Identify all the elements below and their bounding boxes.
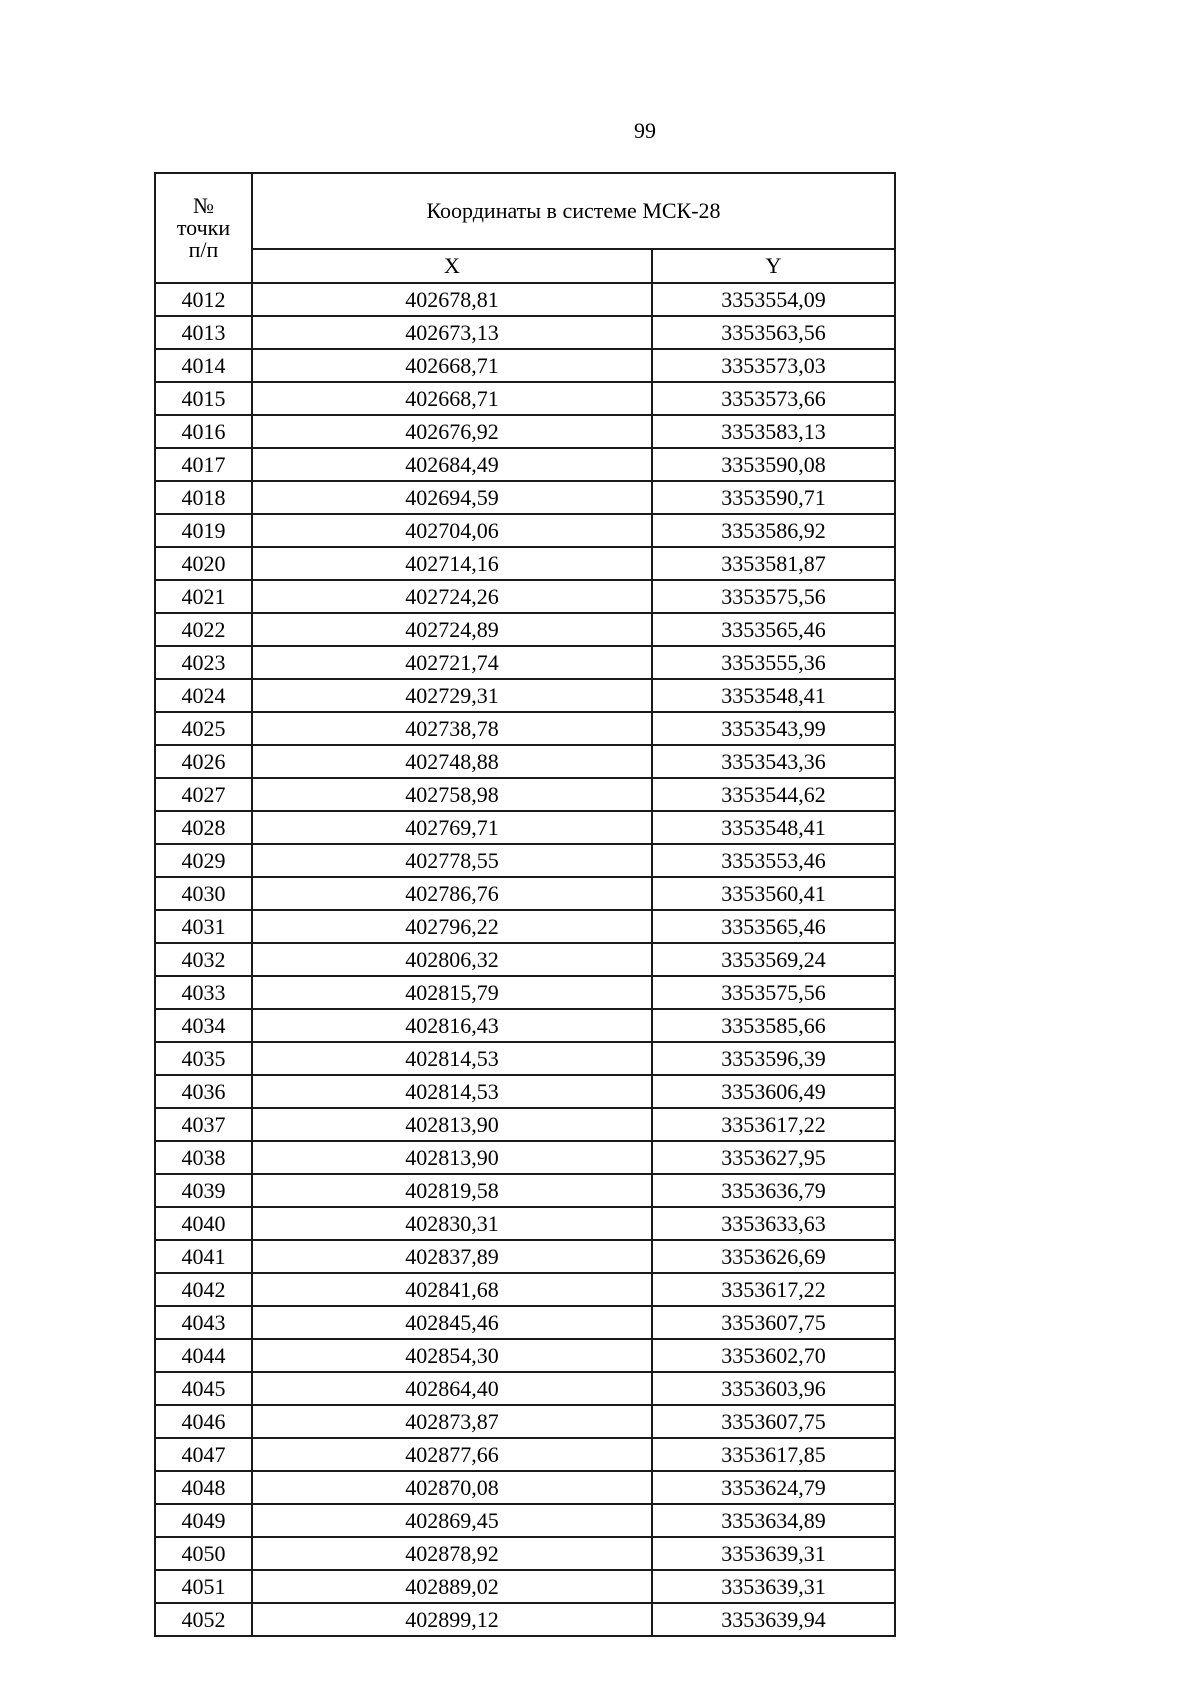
- y-coordinate-cell: 3353626,69: [652, 1240, 895, 1273]
- y-coordinate-cell: 3353563,56: [652, 316, 895, 349]
- x-coordinate-cell: 402815,79: [252, 976, 652, 1009]
- point-number-cell: 4020: [155, 547, 252, 580]
- table-row: [155, 679, 895, 712]
- y-coordinate-cell: 3353569,24: [652, 943, 895, 976]
- table-row: [155, 910, 895, 943]
- table-row: [155, 481, 895, 514]
- y-coordinate-cell: 3353585,66: [652, 1009, 895, 1042]
- table-row: [155, 580, 895, 613]
- page-number: 99: [634, 118, 656, 143]
- point-number-cell: 4037: [155, 1108, 252, 1141]
- x-coordinate-cell: 402869,45: [252, 1504, 652, 1537]
- y-coordinate-cell: 3353603,96: [652, 1372, 895, 1405]
- y-coordinate-cell: 3353639,94: [652, 1603, 895, 1636]
- point-number-cell: 4017: [155, 448, 252, 481]
- x-coordinate-cell: 402673,13: [252, 316, 652, 349]
- point-number-cell: 4047: [155, 1438, 252, 1471]
- x-coordinate-cell: 402813,90: [252, 1108, 652, 1141]
- table-row: [155, 1240, 895, 1273]
- point-number-cell: 4050: [155, 1537, 252, 1570]
- table-row: [155, 943, 895, 976]
- table-row: [155, 976, 895, 1009]
- point-number-cell: 4019: [155, 514, 252, 547]
- table-row: [155, 547, 895, 580]
- y-coordinate-cell: 3353575,56: [652, 976, 895, 1009]
- y-coordinate-cell: 3353573,03: [652, 349, 895, 382]
- point-number-cell: 4051: [155, 1570, 252, 1603]
- y-coordinate-cell: 3353617,22: [652, 1273, 895, 1306]
- x-coordinate-cell: 402778,55: [252, 844, 652, 877]
- point-number-cell: 4021: [155, 580, 252, 613]
- y-coordinate-cell: 3353617,85: [652, 1438, 895, 1471]
- y-coordinate-cell: 3353555,36: [652, 646, 895, 679]
- point-number-cell: 4018: [155, 481, 252, 514]
- point-number-cell: 4040: [155, 1207, 252, 1240]
- point-number-cell: 4045: [155, 1372, 252, 1405]
- table-row: [155, 316, 895, 349]
- y-coordinate-cell: 3353634,89: [652, 1504, 895, 1537]
- y-coordinate-cell: 3353636,79: [652, 1174, 895, 1207]
- x-coordinate-cell: 402724,89: [252, 613, 652, 646]
- x-coordinate-cell: 402873,87: [252, 1405, 652, 1438]
- table-row: [155, 1042, 895, 1075]
- x-coordinate-cell: 402729,31: [252, 679, 652, 712]
- table-row: [155, 778, 895, 811]
- table-row: [155, 1471, 895, 1504]
- table-row: [155, 448, 895, 481]
- x-coordinate-cell: 402678,81: [252, 283, 652, 316]
- table-row: [155, 646, 895, 679]
- point-number-cell: 4030: [155, 877, 252, 910]
- y-coordinate-cell: 3353607,75: [652, 1306, 895, 1339]
- y-coordinate-cell: 3353544,62: [652, 778, 895, 811]
- table-row: [155, 349, 895, 382]
- table-row: [155, 1108, 895, 1141]
- y-coordinate-cell: 3353617,22: [652, 1108, 895, 1141]
- point-number-cell: 4044: [155, 1339, 252, 1372]
- y-coordinate-cell: 3353596,39: [652, 1042, 895, 1075]
- x-coordinate-cell: 402814,53: [252, 1075, 652, 1108]
- point-number-cell: 4023: [155, 646, 252, 679]
- point-number-cell: 4012: [155, 283, 252, 316]
- point-number-cell: 4049: [155, 1504, 252, 1537]
- table-row: [155, 283, 895, 316]
- x-coordinate-cell: 402877,66: [252, 1438, 652, 1471]
- y-coordinate-cell: 3353607,75: [652, 1405, 895, 1438]
- point-number-header: [155, 173, 252, 283]
- point-number-cell: 4028: [155, 811, 252, 844]
- point-number-cell: 4046: [155, 1405, 252, 1438]
- y-coordinate-cell: 3353543,36: [652, 745, 895, 778]
- table-row: [155, 1537, 895, 1570]
- point-number-header-line3: п/п: [188, 237, 219, 262]
- table-row: [155, 1075, 895, 1108]
- x-coordinate-cell: 402694,59: [252, 481, 652, 514]
- point-number-cell: 4052: [155, 1603, 252, 1636]
- y-coordinate-cell: 3353639,31: [652, 1570, 895, 1603]
- table-row: [155, 415, 895, 448]
- y-coordinate-cell: 3353606,49: [652, 1075, 895, 1108]
- coordinates-table: [154, 172, 896, 1637]
- y-coordinate-cell: 3353590,71: [652, 481, 895, 514]
- x-coordinate-cell: 402830,31: [252, 1207, 652, 1240]
- point-number-cell: 4039: [155, 1174, 252, 1207]
- x-coordinate-cell: 402724,26: [252, 580, 652, 613]
- x-coordinate-cell: 402738,78: [252, 712, 652, 745]
- point-number-cell: 4015: [155, 382, 252, 415]
- point-number-cell: 4027: [155, 778, 252, 811]
- x-coordinate-cell: 402684,49: [252, 448, 652, 481]
- table-row: [155, 1504, 895, 1537]
- point-number-header-line1: №: [193, 193, 214, 218]
- y-coordinate-cell: 3353575,56: [652, 580, 895, 613]
- point-number-cell: 4013: [155, 316, 252, 349]
- y-coordinate-cell: 3353543,99: [652, 712, 895, 745]
- y-coordinate-cell: 3353581,87: [652, 547, 895, 580]
- table-row: [155, 1009, 895, 1042]
- point-number-cell: 4016: [155, 415, 252, 448]
- table-body: [155, 283, 895, 1636]
- y-coordinate-cell: 3353586,92: [652, 514, 895, 547]
- x-coordinate-cell: 402796,22: [252, 910, 652, 943]
- y-coordinate-cell: 3353573,66: [652, 382, 895, 415]
- point-number-cell: 4022: [155, 613, 252, 646]
- table-row: [155, 1372, 895, 1405]
- y-coordinate-cell: 3353633,63: [652, 1207, 895, 1240]
- x-coordinate-cell: 402864,40: [252, 1372, 652, 1405]
- x-coordinate-cell: 402714,16: [252, 547, 652, 580]
- x-coordinate-cell: 402786,76: [252, 877, 652, 910]
- table-header: [155, 173, 895, 283]
- table-row: [155, 1174, 895, 1207]
- x-coordinate-cell: 402837,89: [252, 1240, 652, 1273]
- point-number-header-line2: точки: [176, 215, 231, 240]
- x-coordinate-cell: 402889,02: [252, 1570, 652, 1603]
- x-coordinate-cell: 402676,92: [252, 415, 652, 448]
- table-row: [155, 1405, 895, 1438]
- x-coordinate-cell: 402704,06: [252, 514, 652, 547]
- table-row: [155, 844, 895, 877]
- x-coordinate-cell: 402870,08: [252, 1471, 652, 1504]
- y-coordinate-cell: 3353627,95: [652, 1141, 895, 1174]
- point-number-cell: 4034: [155, 1009, 252, 1042]
- table-row: [155, 1141, 895, 1174]
- table-row: [155, 1438, 895, 1471]
- y-coordinate-cell: 3353560,41: [652, 877, 895, 910]
- x-coordinate-cell: 402668,71: [252, 382, 652, 415]
- y-coordinate-cell: 3353548,41: [652, 679, 895, 712]
- point-number-cell: 4026: [155, 745, 252, 778]
- point-number-cell: 4041: [155, 1240, 252, 1273]
- table-row: [155, 811, 895, 844]
- y-coordinate-cell: 3353565,46: [652, 613, 895, 646]
- y-column-header: Y: [652, 249, 895, 283]
- table-row: [155, 877, 895, 910]
- x-coordinate-cell: 402854,30: [252, 1339, 652, 1372]
- y-coordinate-cell: 3353624,79: [652, 1471, 895, 1504]
- point-number-cell: 4042: [155, 1273, 252, 1306]
- table-row: [155, 1339, 895, 1372]
- x-coordinate-cell: 402806,32: [252, 943, 652, 976]
- y-coordinate-cell: 3353639,31: [652, 1537, 895, 1570]
- x-coordinate-cell: 402769,71: [252, 811, 652, 844]
- y-coordinate-cell: 3353602,70: [652, 1339, 895, 1372]
- point-number-cell: 4025: [155, 712, 252, 745]
- y-coordinate-cell: 3353548,41: [652, 811, 895, 844]
- point-number-cell: 4035: [155, 1042, 252, 1075]
- point-number-cell: 4029: [155, 844, 252, 877]
- table-row: [155, 1207, 895, 1240]
- x-coordinate-cell: 402878,92: [252, 1537, 652, 1570]
- x-coordinate-cell: 402816,43: [252, 1009, 652, 1042]
- table-row: [155, 745, 895, 778]
- y-coordinate-cell: 3353554,09: [652, 283, 895, 316]
- point-number-cell: 4024: [155, 679, 252, 712]
- table-row: [155, 712, 895, 745]
- x-coordinate-cell: 402814,53: [252, 1042, 652, 1075]
- y-coordinate-cell: 3353553,46: [652, 844, 895, 877]
- table-row: [155, 1603, 895, 1636]
- table-row: [155, 1273, 895, 1306]
- y-coordinate-cell: 3353583,13: [652, 415, 895, 448]
- point-number-cell: 4036: [155, 1075, 252, 1108]
- x-coordinate-cell: 402758,98: [252, 778, 652, 811]
- table-row: [155, 1306, 895, 1339]
- table-row: [155, 382, 895, 415]
- point-number-cell: 4048: [155, 1471, 252, 1504]
- y-coordinate-cell: 3353590,08: [652, 448, 895, 481]
- x-coordinate-cell: 402748,88: [252, 745, 652, 778]
- x-column-header: X: [252, 249, 652, 283]
- table-row: [155, 514, 895, 547]
- x-coordinate-cell: 402899,12: [252, 1603, 652, 1636]
- table-row: [155, 1570, 895, 1603]
- coordinates-header: Координаты в системе МСК-28: [252, 173, 895, 249]
- x-coordinate-cell: 402721,74: [252, 646, 652, 679]
- x-coordinate-cell: 402841,68: [252, 1273, 652, 1306]
- point-number-cell: 4043: [155, 1306, 252, 1339]
- y-coordinate-cell: 3353565,46: [652, 910, 895, 943]
- point-number-cell: 4014: [155, 349, 252, 382]
- x-coordinate-cell: 402668,71: [252, 349, 652, 382]
- table-row: [155, 613, 895, 646]
- x-coordinate-cell: 402819,58: [252, 1174, 652, 1207]
- x-coordinate-cell: 402845,46: [252, 1306, 652, 1339]
- point-number-cell: 4038: [155, 1141, 252, 1174]
- point-number-cell: 4032: [155, 943, 252, 976]
- point-number-cell: 4033: [155, 976, 252, 1009]
- point-number-cell: 4031: [155, 910, 252, 943]
- x-coordinate-cell: 402813,90: [252, 1141, 652, 1174]
